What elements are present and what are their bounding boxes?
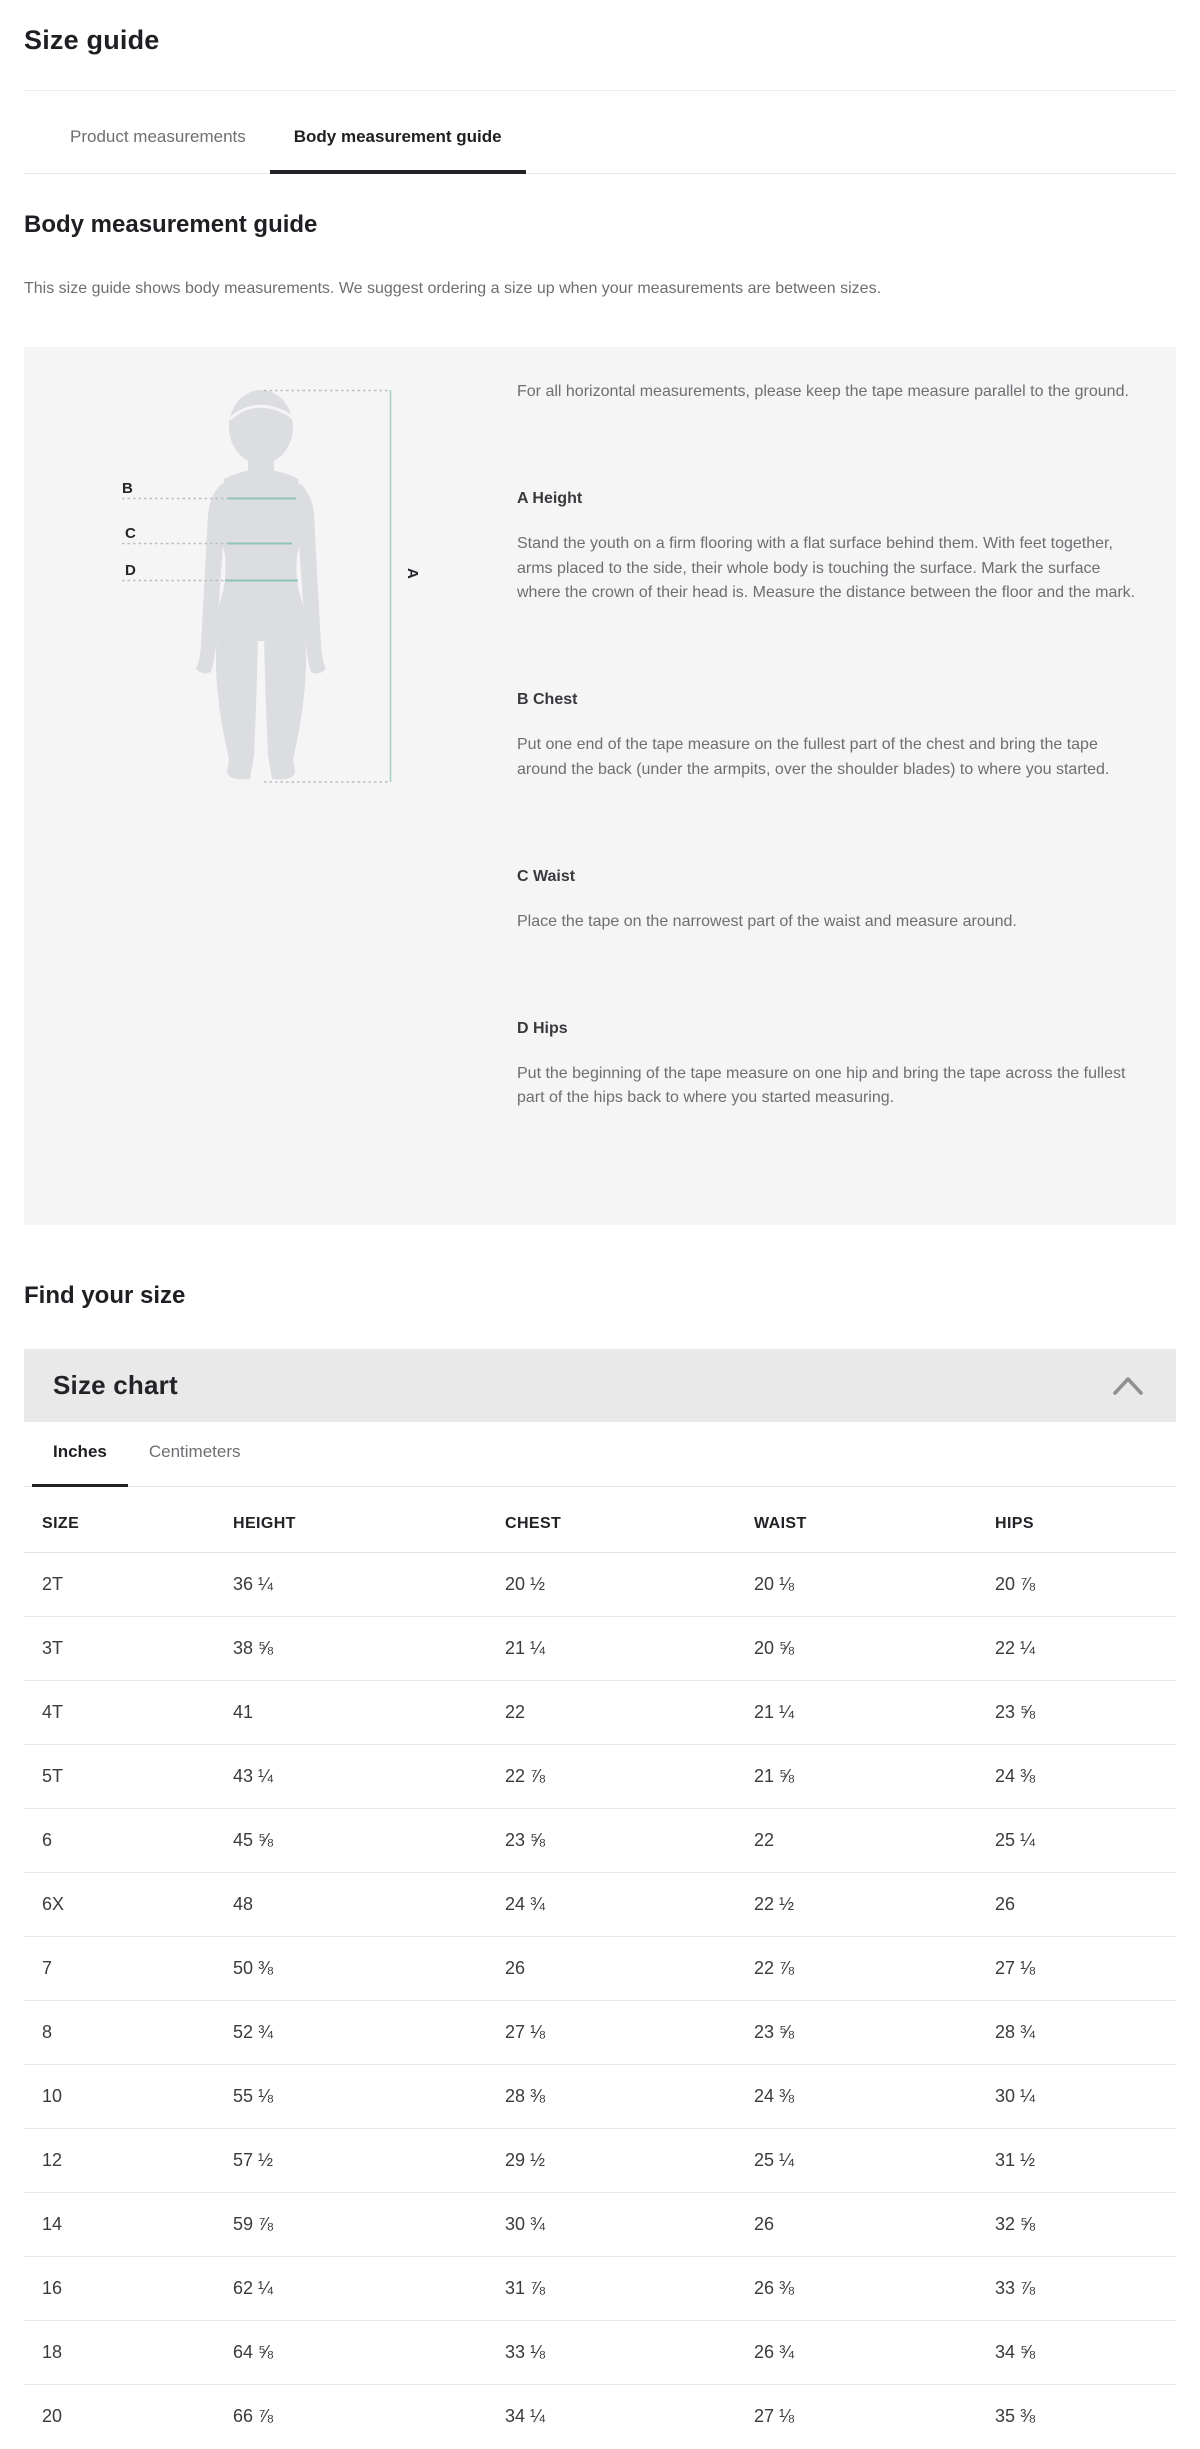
table-row <box>24 1745 1176 1809</box>
measurement-cell: 38 ⅝ <box>233 1617 505 1681</box>
size-cell: 2T <box>42 1574 64 1594</box>
table-row <box>24 1873 1176 1937</box>
measurement-cell: 21 ⅝ <box>754 1745 995 1809</box>
measurement-cell: 62 ¼ <box>233 2257 505 2321</box>
column-header-chest: CHEST <box>505 1487 754 1553</box>
table-row <box>24 1617 1176 1681</box>
measurement-cell: 29 ½ <box>505 2129 754 2193</box>
measurement-cell: 50 ⅜ <box>233 1937 505 2001</box>
header <box>24 0 1176 91</box>
size-cell: 6X <box>24 1873 233 1937</box>
measurement-cell: 32 ⅝ <box>995 2193 1176 2257</box>
chevron-up-icon <box>1108 1373 1148 1399</box>
measurement-cell: 33 ⅞ <box>995 2257 1176 2321</box>
measurement-cell: 22 <box>505 1681 754 1745</box>
size-cell: 18 <box>24 2321 233 2385</box>
measurement-box <box>24 347 1176 1225</box>
size-table <box>24 1487 1176 2449</box>
measurement-cell: 26 <box>754 2193 995 2257</box>
size-cell: 10 <box>24 2065 233 2129</box>
measurement-cell: 24 ¾ <box>505 1873 754 1937</box>
section-title: D Hips <box>517 1019 568 1037</box>
column-header-hips: HIPS <box>995 1487 1176 1553</box>
main-tabs <box>24 91 1176 174</box>
size-cell: 20 <box>24 2385 233 2449</box>
table-row <box>24 2385 1176 2449</box>
column-header-waist: WAIST <box>754 1487 995 1553</box>
measurement-cell: 35 ⅜ <box>995 2385 1176 2449</box>
measurement-cell: 26 <box>995 1873 1176 1937</box>
measurement-cell: 36 ¼ <box>233 1574 274 1594</box>
section-title: B Chest <box>517 691 578 709</box>
measurement-cell: 23 ⅝ <box>505 1809 754 1873</box>
guide-intro: This size guide shows body measurements. We suggest ordering a size up when your measurements are between sizes. <box>24 280 882 297</box>
measurement-cell: 27 ⅛ <box>995 1937 1176 2001</box>
measurement-cell: 28 ¾ <box>995 2001 1176 2065</box>
table-row <box>24 1809 1176 1873</box>
measurement-cell: 21 ¼ <box>505 1617 754 1681</box>
table-row <box>24 1937 1176 2001</box>
table-row <box>24 2129 1176 2193</box>
horizontal-measure-note: For all horizontal measurements, please keep the tape measure parallel to the ground. <box>517 383 1129 400</box>
measurement-cell: 43 ¼ <box>233 1745 505 1809</box>
table-row <box>24 2001 1176 2065</box>
section-chest <box>517 690 1137 783</box>
measurement-cell: 25 ¼ <box>754 2129 995 2193</box>
measurement-cell: 48 <box>233 1873 505 1937</box>
section-body: Put the beginning of the tape measure on one hip and bring the tape across the fullest part of the hips back to where you started measuring. <box>517 1064 1126 1107</box>
measurement-cell: 57 ½ <box>233 2129 505 2193</box>
size-table-body <box>24 1553 1176 2449</box>
measurement-cell: 24 ⅜ <box>995 1745 1176 1809</box>
measurement-cell: 20 ⅛ <box>754 1574 795 1594</box>
table-row <box>24 1681 1176 1745</box>
label-a: A <box>404 568 421 579</box>
size-chart-toggle[interactable] <box>24 1349 1176 1422</box>
section-height <box>517 489 1137 606</box>
measurement-cell: 26 ¾ <box>754 2321 995 2385</box>
measurement-cell: 22 ½ <box>754 1873 995 1937</box>
measurement-instructions <box>517 380 1137 1111</box>
measurement-cell: 26 <box>505 1937 754 2001</box>
measurement-cell: 52 ¾ <box>233 2001 505 2065</box>
measurement-cell: 41 <box>233 1681 505 1745</box>
page-title: Size guide <box>24 25 160 55</box>
measurement-cell: 30 ¾ <box>505 2193 754 2257</box>
section-waist <box>517 867 1137 935</box>
label-b: B <box>122 480 133 497</box>
table-row <box>24 2065 1176 2129</box>
measurement-cell: 22 ⅞ <box>754 1937 995 2001</box>
guide-heading: Body measurement guide <box>24 211 318 238</box>
measurement-cell: 26 ⅜ <box>754 2257 995 2321</box>
measurement-cell: 31 ⅞ <box>505 2257 754 2321</box>
size-cell: 8 <box>24 2001 233 2065</box>
measurement-cell: 20 ½ <box>505 1574 546 1594</box>
measurement-cell: 45 ⅝ <box>233 1809 505 1873</box>
table-row <box>24 2321 1176 2385</box>
measurement-cell: 59 ⅞ <box>233 2193 505 2257</box>
section-body: Put one end of the tape measure on the fullest part of the chest and bring the tape around the back (under the armpits, over the shoulder blades) to where you started. <box>517 736 1110 778</box>
label-c: C <box>125 525 136 542</box>
section-title: A Height <box>517 489 583 507</box>
measurement-cell: 34 ⅝ <box>995 2321 1176 2385</box>
section-body: Stand the youth on a firm flooring with a flat surface behind them. With feet together, arms placed to the side, their whole body is touching the surface. Mark the surface where the crown of their head is. Measure the distance between the floor and the mark. <box>517 534 1136 602</box>
table-row <box>24 1553 1176 1617</box>
size-table-header-row <box>24 1487 1176 1553</box>
measurement-cell: 27 ⅛ <box>754 2385 995 2449</box>
section-title: C Waist <box>517 867 576 885</box>
tab-centimeters[interactable]: Centimeters <box>148 1442 241 1461</box>
column-header-height: HEIGHT <box>233 1487 505 1553</box>
size-cell: 14 <box>24 2193 233 2257</box>
measurement-cell: 64 ⅝ <box>233 2321 505 2385</box>
measurement-cell: 20 ⅝ <box>754 1617 995 1681</box>
body-diagram <box>24 347 517 1226</box>
table-row <box>24 2193 1176 2257</box>
table-row <box>24 2257 1176 2321</box>
measurement-cell: 22 <box>754 1809 995 1873</box>
section-hips <box>517 1019 1137 1112</box>
measurement-cell: 23 ⅝ <box>754 2001 995 2065</box>
unit-tabs <box>24 1422 1176 1487</box>
measurement-cell: 25 ¼ <box>995 1809 1176 1873</box>
measurement-cell: 34 ¼ <box>505 2385 754 2449</box>
tab-body-measurement-guide[interactable]: Body measurement guide <box>270 91 526 173</box>
size-cell: 12 <box>24 2129 233 2193</box>
tab-inches[interactable]: Inches <box>32 1422 128 1486</box>
measurement-cell: 28 ⅜ <box>505 2065 754 2129</box>
size-cell: 16 <box>24 2257 233 2321</box>
tab-product-measurements[interactable]: Product measurements <box>70 127 246 146</box>
size-cell: 5T <box>24 1745 233 1809</box>
measurement-cell: 21 ¼ <box>754 1681 995 1745</box>
measurement-cell: 22 ¼ <box>995 1617 1176 1681</box>
size-cell: 7 <box>24 1937 233 2001</box>
size-cell: 6 <box>24 1809 233 1873</box>
measurement-cell: 66 ⅞ <box>233 2385 505 2449</box>
measurement-cell: 22 ⅞ <box>505 1745 754 1809</box>
measurement-cell: 23 ⅝ <box>995 1681 1176 1745</box>
size-chart-title: Size chart <box>53 1370 178 1400</box>
measurement-cell: 30 ¼ <box>995 2065 1176 2129</box>
section-body: Place the tape on the narrowest part of the waist and measure around. <box>517 912 1017 930</box>
measurement-cell: 27 ⅛ <box>505 2001 754 2065</box>
body-silhouette-illustration <box>24 347 517 1226</box>
measurement-cell: 24 ⅜ <box>754 2065 995 2129</box>
find-your-size-heading: Find your size <box>24 1282 186 1309</box>
label-d: D <box>125 562 136 579</box>
size-cell: 3T <box>24 1617 233 1681</box>
measurement-cell: 55 ⅛ <box>233 2065 505 2129</box>
measurement-cell: 31 ½ <box>995 2129 1176 2193</box>
measurement-cell: 33 ⅛ <box>505 2321 754 2385</box>
size-cell: 4T <box>24 1681 233 1745</box>
measurement-cell: 20 ⅞ <box>995 1574 1036 1594</box>
column-header-size: SIZE <box>24 1487 233 1553</box>
